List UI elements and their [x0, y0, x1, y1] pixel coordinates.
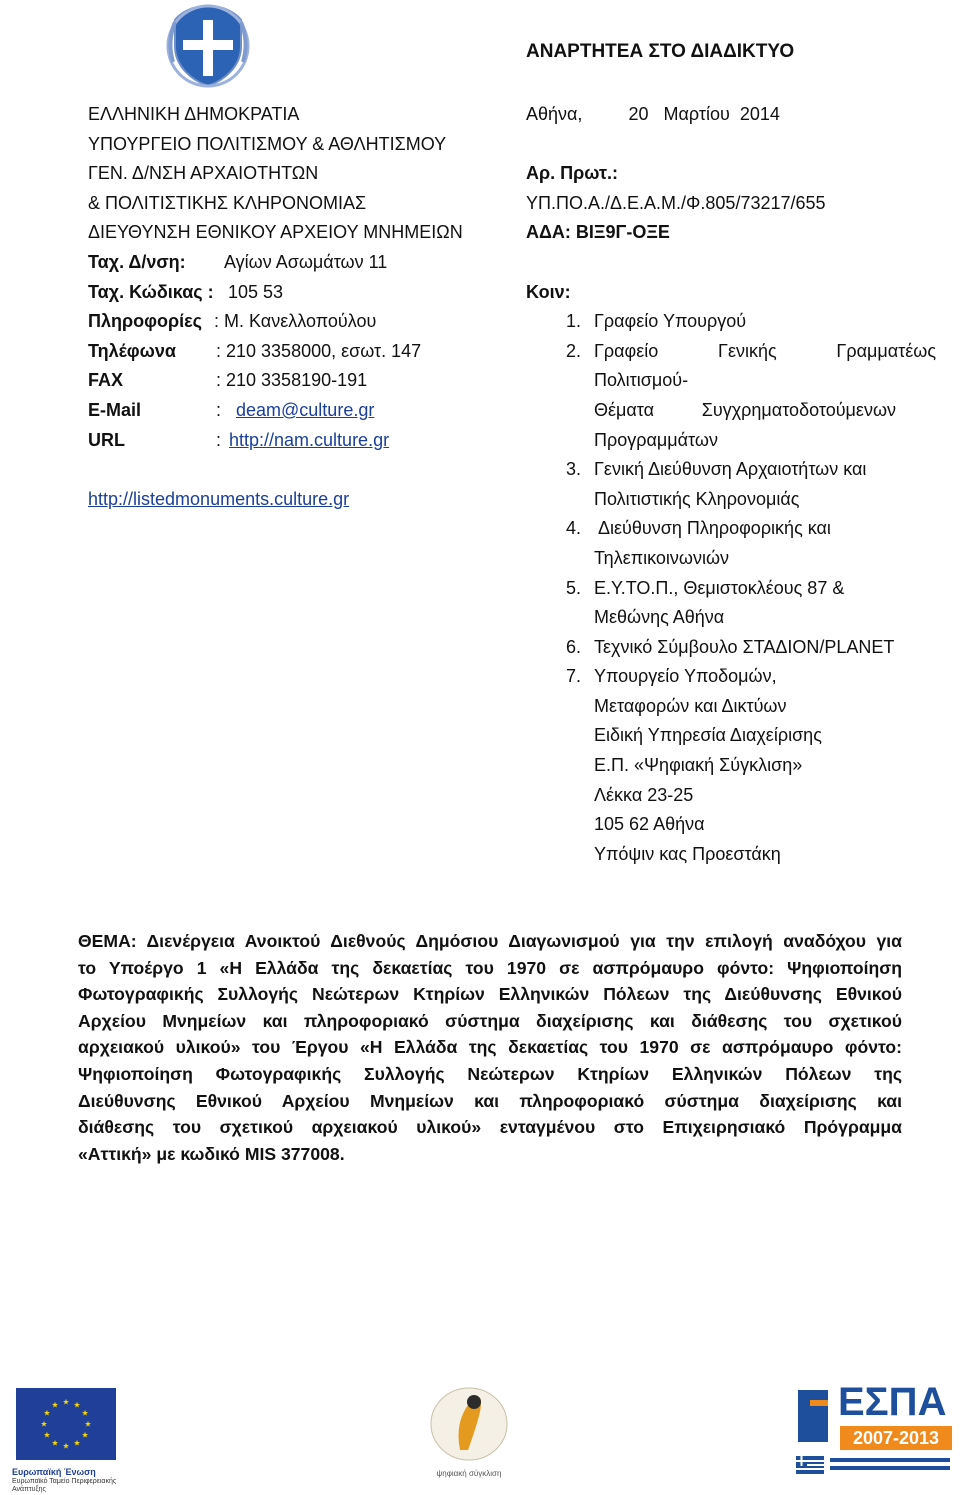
- digital-convergence-icon: [410, 1380, 528, 1464]
- list-item: [526, 662, 936, 692]
- list-item: [526, 633, 936, 663]
- subject-line: «Αττική» με κωδικό MIS 377008.: [78, 1143, 345, 1164]
- recipient-line: 105 62 Αθήνα: [594, 814, 705, 835]
- recipient-line: Μεταφορών και Δικτύων: [594, 695, 787, 716]
- sender-line: ΔΙΕΥΘΥΝΣΗ ΕΘΝΙΚΟΥ ΑΡΧΕΙΟΥ ΜΝΗΜΕΙΩΝ: [88, 222, 463, 243]
- recipient-line: Υπόψιν κας Προεστάκη: [594, 843, 781, 864]
- email-label: E-Mail: [88, 399, 142, 420]
- recipient-line: Γραφείο Υπουργού: [594, 311, 747, 332]
- list-item: [526, 574, 936, 604]
- sender-line: & ΠΟΛΙΤΙΣΤΙΚΗΣ ΚΛΗΡΟΝΟΜΙΑΣ: [88, 192, 367, 213]
- url-link[interactable]: http://nam.culture.gr: [229, 429, 390, 450]
- url-label: URL: [88, 429, 125, 450]
- phone-value: : 210 3358000, εσωτ. 147: [216, 340, 422, 361]
- recipient-number: 4.: [566, 518, 582, 539]
- espa-title: ΕΣΠΑ: [838, 1380, 947, 1424]
- sender-line: ΕΛΛΗΝΙΚΗ ΔΗΜΟΚΡΑΤΙΑ: [88, 104, 300, 124]
- email-link[interactable]: deam@culture.gr: [236, 399, 375, 420]
- email-separator: :: [216, 399, 222, 420]
- recipient-number: 3.: [566, 459, 582, 480]
- recipient-line: Ε.Υ.ΤΟ.Π., Θεμιστοκλέους 87 &: [594, 577, 845, 598]
- eu-logo: [8, 1388, 124, 1492]
- postcode-label: Ταχ. Κώδικας :: [88, 281, 214, 302]
- date-value: 20 Μαρτίου 2014: [628, 104, 780, 124]
- posting-label: ΑΝΑΡΤΗΤΕΑ ΣΤΟ ΔΙΑΔΙΚΤΥΟ: [526, 41, 795, 62]
- digital-convergence-caption: ψηφιακή σύγκλιση: [436, 1469, 502, 1478]
- protocol-number: ΥΠ.ΠΟ.Α./Δ.Ε.Α.Μ./Φ.805/73217/655: [526, 192, 826, 213]
- recipient-line: Πολιτιστικής Κληρονομιάς: [594, 488, 800, 509]
- subject-line: Ψηφιοποίηση Φωτογραφικής Συλλογής Νεώτερων Κτηρίων Ελληνικών Πόλεων της: [78, 1063, 902, 1084]
- recipient-list: [526, 307, 936, 869]
- recipient-line: Τεχνικό Σύμβουλο ΣΤΑΔΙΟΝ/PLANET: [594, 636, 895, 657]
- espa-years: 2007-2013: [840, 1426, 952, 1450]
- recipient-line: Διεύθυνση Πληροφορικής και: [594, 518, 831, 539]
- protocol-label: Αρ. Πρωτ.:: [526, 163, 619, 184]
- sender-line: ΥΠΟΥΡΓΕΙΟ ΠΟΛΙΤΙΣΜΟΥ & ΑΘΛΗΤΙΣΜΟΥ: [88, 133, 447, 154]
- greek-flag-icon: [796, 1456, 824, 1474]
- recipient-number: 1.: [566, 311, 582, 332]
- list-item: [526, 337, 936, 367]
- recipient-line: Μεθώνης Αθήνα: [594, 607, 725, 628]
- subject-line: Αρχείου Μνημείων και πληροφοριακό σύστημα διαχείρισης και διάθεσης του σχετικού: [78, 1010, 902, 1031]
- cc-label: Κοιν:: [526, 281, 571, 302]
- fax-value: : 210 3358190-191: [216, 370, 368, 391]
- recipient-line: Υπουργείο Υποδομών,: [594, 666, 777, 687]
- espa-mark-icon: [794, 1390, 834, 1446]
- recipient-line: Λέκκα 23-25: [594, 784, 694, 805]
- subject-line: ΘΕΜΑ: Διενέργεια Ανοικτού Διεθνούς Δημόσιου Διαγωνισμού για την επιλογή αναδόχου για: [78, 931, 902, 951]
- list-item: [526, 455, 936, 485]
- recipient-number: 7.: [566, 666, 582, 687]
- list-item: [526, 514, 936, 544]
- subject-line: το Υποέργο 1 «Η Ελλάδα της δεκαετίας του 1970 σε ασπρόμαυρο φόντο: Ψηφιοποίηση: [78, 957, 902, 978]
- subject-line: Φωτογραφικής Συλλογής Νεώτερων Κτηρίων Ελληνικών Πόλεων της Διεύθυνσης Εθνικού: [78, 984, 902, 1005]
- subject-line: Διεύθυνσης Εθνικού Αρχείου Μνημείων και πληροφοριακό σύστημα διαχείρισης και: [78, 1090, 902, 1111]
- fax-label: FAX: [88, 370, 124, 391]
- listed-monuments-link[interactable]: http://listedmonuments.culture.gr: [88, 488, 350, 509]
- address-value: Αγίων Ασωμάτων 11: [224, 251, 388, 272]
- recipient-number: 5.: [566, 577, 582, 598]
- list-item: [526, 307, 936, 337]
- eu-caption: Ευρωπαϊκή Ένωση: [12, 1467, 96, 1477]
- info-label: Πληροφορίες: [88, 311, 203, 332]
- recipient-line: Τηλεπικοινωνιών: [594, 547, 730, 568]
- eu-subcaption: Ευρωπαϊκό Ταμείο Περιφερειακής Ανάπτυξης: [12, 1478, 117, 1493]
- document-meta: [526, 100, 936, 869]
- subject-line: αρχειακού υλικού» του Έργου «Η Ελλάδα της δεκαετίας του 1970 σε ασπρόμαυρο φόντο:: [78, 1037, 902, 1058]
- greek-emblem-icon: [163, 2, 253, 88]
- postcode-value: 105 53: [228, 281, 284, 302]
- recipient-number: 6.: [566, 636, 582, 657]
- espa-logo: [794, 1380, 954, 1492]
- url-separator: :: [216, 429, 222, 450]
- recipient-line: Γραφείο Γενικής Γραμματέως: [594, 340, 936, 361]
- sender-line: ΓΕΝ. Δ/ΝΣΗ ΑΡΧΑΙΟΤΗΤΩΝ: [88, 163, 319, 184]
- recipient-number: 2.: [566, 340, 582, 361]
- recipient-line: Θέματα Συγχρηματοδοτούμενων: [594, 399, 896, 420]
- date-place: Αθήνα,: [526, 104, 583, 124]
- recipient-line: Πολιτισμού-: [594, 370, 689, 391]
- ada-code: ΑΔΑ: ΒΙΞ9Γ-ΟΞΕ: [526, 222, 670, 243]
- info-value: : Μ. Κανελλοπούλου: [214, 311, 377, 332]
- phone-label: Τηλέφωνα: [88, 340, 176, 361]
- recipient-line: Γενική Διεύθυνση Αρχαιοτήτων και: [594, 459, 867, 480]
- digital-convergence-logo: [410, 1380, 528, 1492]
- eu-flag-icon: [8, 1388, 124, 1462]
- recipient-line: Ε.Π. «Ψηφιακή Σύγκλιση»: [594, 755, 803, 776]
- recipient-line: Προγραμμάτων: [594, 429, 718, 450]
- recipient-line: Ειδική Υπηρεσία Διαχείρισης: [594, 725, 822, 746]
- sender-block: [88, 100, 528, 514]
- address-label: Ταχ. Δ/νση:: [88, 251, 186, 272]
- subject-line: διάθεσης του σχετικού αρχειακού υλικού» ενταγμένου στο Επιχειρησιακό Πρόγραμμα: [78, 1117, 902, 1138]
- subject-paragraph: [78, 928, 902, 1167]
